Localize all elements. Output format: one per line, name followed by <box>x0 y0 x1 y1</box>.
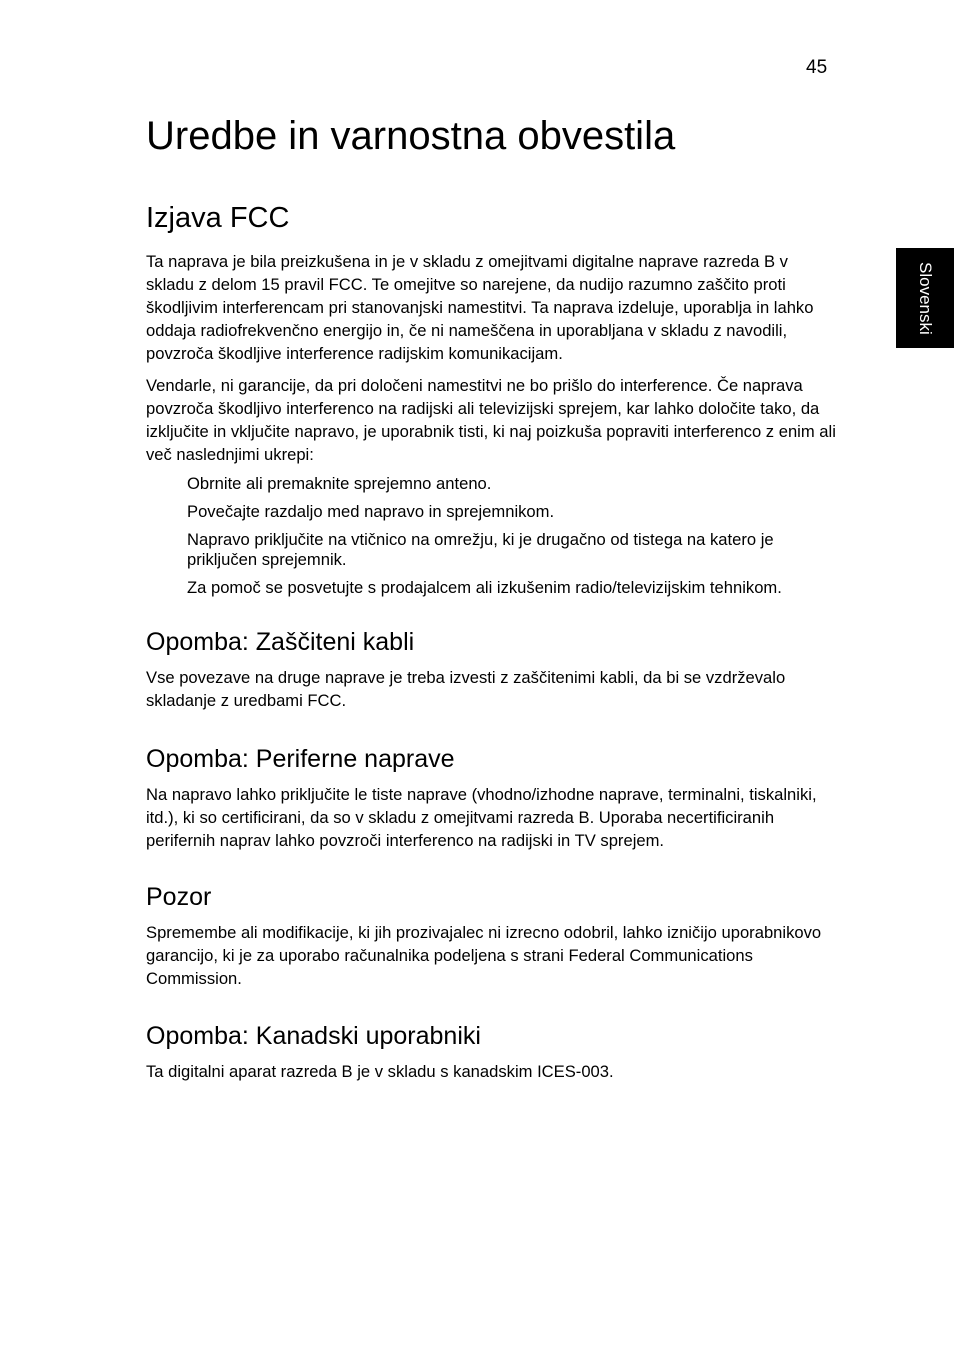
list-item: Napravo priključite na vtičnico na omrežju, ki je drugačno od tistega na katero je priključen sprejemnik. <box>187 530 774 569</box>
list-item: Obrnite ali premaknite sprejemno anteno. <box>187 474 492 493</box>
page-title: Uredbe in varnostna obvestila <box>146 114 676 158</box>
shielded-cables-heading: Opomba: Zaščiteni kabli <box>146 628 415 656</box>
caution-text: Spremembe ali modifikacije, ki jih prozivajalec ni izrecno odobril, lahko izničijo uporabnikovo garancijo, ki je za uporabo računalnika podeljena s strani Federal Communications Commission. <box>146 923 822 988</box>
fcc-paragraph-1: Ta naprava je bila preizkušena in je v skladu z omejitvami digitalne naprave razreda B v skladu z delom 15 pravil FCC. Te omejitve so narejene, da nudijo razumno zaščito proti škodljivim interferencam pri stanovanjski namestitvi. Ta naprava izdeluje, uporablja in lahko oddaja radiofrekvenčno energijo in, če ni nameščena in uporabljana v skladu z navodili, povzroča škodljive interference radijskim komunikacijam. <box>146 252 814 363</box>
list-item: Povečajte razdaljo med napravo in sprejemnikom. <box>187 502 555 521</box>
language-tab <box>896 248 954 348</box>
canada-heading: Opomba: Kanadski uporabniki <box>146 1022 481 1050</box>
caution-heading: Pozor <box>146 883 212 911</box>
fcc-measures-list <box>146 474 836 598</box>
language-tab-label: Slovenski <box>916 261 935 335</box>
document-body <box>146 110 836 1083</box>
canada-text: Ta digitalni aparat razreda B je v skladu s kanadskim ICES-003. <box>146 1062 614 1081</box>
peripherals-heading: Opomba: Periferne naprave <box>146 745 455 773</box>
peripherals-text: Na napravo lahko priključite le tiste naprave (vhodno/izhodne naprave, terminalni, tiskalniki, itd.), ki so certificirani, da so v skladu z omejitvami razreda B. Uporaba necertificiranih perifernih naprav lahko povzroči interferenco na radijski in TV sprejem. <box>146 785 817 850</box>
fcc-paragraph-2: Vendarle, ni garancije, da pri določeni namestitvi ne bo prišlo do interference. Če naprava povzroča škodljivo interferenco na radijski ali televizijski sprejem, kar lahko določite tako, da izključite in vključite napravo, je uporabnik tisti, ki naj poizkuša popraviti interferenco z enim ali več naslednjimi ukrepi: <box>146 376 836 464</box>
page-number: 45 <box>806 57 828 78</box>
shielded-cables-text: Vse povezave na druge naprave je treba izvesti z zaščitenimi kabli, da bi se vzdrževalo skladanje z uredbami FCC. <box>146 668 786 710</box>
list-item: Za pomoč se posvetujte s prodajalcem ali izkušenim radio/televizijskim tehnikom. <box>187 578 782 597</box>
fcc-heading: Izjava FCC <box>146 202 290 234</box>
